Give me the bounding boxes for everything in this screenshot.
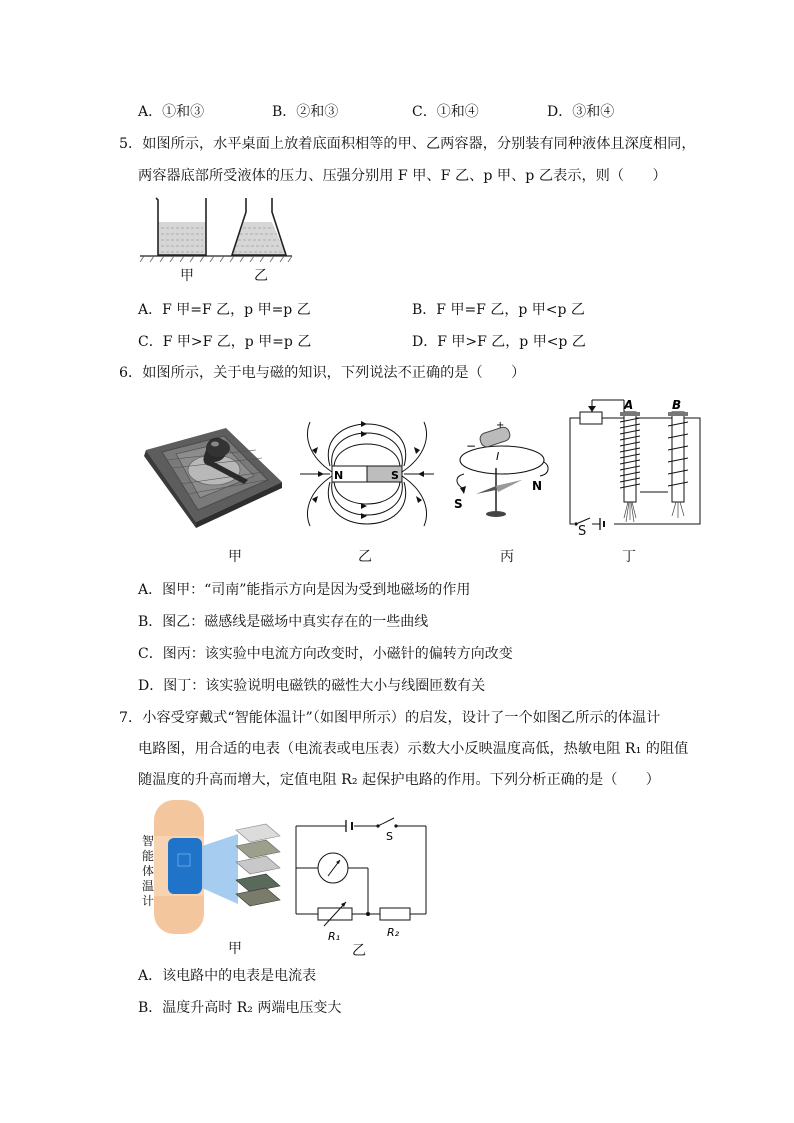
- coil-a-label: A: [624, 398, 634, 412]
- q5-option-b: B．F 甲=F 乙，p 甲<p 乙: [412, 302, 585, 318]
- q7-stem-line3: 随温度的升高而增大，定值电阻 R₂ 起保护电路的作用。下列分析正确的是（ ）: [138, 772, 660, 788]
- q7-option-a: A．该电路中的电表是电流表: [138, 968, 317, 984]
- battery-minus: −: [466, 439, 477, 453]
- needle-s: S: [454, 497, 463, 511]
- magnet-s-label: S: [391, 469, 399, 482]
- device-char: 智: [141, 834, 154, 848]
- q5-label-yi: 乙: [254, 268, 268, 284]
- q4-option-b: B．②和③: [272, 104, 339, 120]
- switch-s-label: S: [578, 524, 587, 539]
- q6-option-c: C．图丙：该实验中电流方向改变时，小磁针的偏转方向改变: [138, 646, 513, 662]
- q7-stem-line2: 电路图，用合适的电表（电流表或电压表）示数大小反映温度高低，热敏电阻 R₁ 的阻值: [138, 741, 689, 757]
- q4-option-c: C．①和④: [412, 104, 479, 120]
- q6-stem: 6．如图所示，关于电与磁的知识，下列说法不正确的是（ ）: [119, 365, 526, 381]
- q5-stem-line2: 两容器底部所受液体的压力、压强分别用 F 甲、F 乙、p 甲、p 乙表示，则（ ）: [138, 168, 667, 184]
- q7-stem-line1: 7．小容受穿戴式“智能体温计”（如图甲所示）的启发，设计了一个如图乙所示的体温计: [119, 710, 661, 726]
- device-char: 体: [141, 864, 154, 878]
- q7-label-yi: 乙: [352, 943, 366, 959]
- q7-option-b: B．温度升高时 R₂ 两端电压变大: [138, 1000, 342, 1016]
- q7-circuit-figure: [292, 816, 434, 946]
- circuit-switch-label: S: [386, 830, 393, 843]
- q6-option-a: A．图甲：“司南”能指示方向是因为受到地磁场的作用: [138, 582, 471, 598]
- q5-label-jia: 甲: [180, 268, 194, 284]
- coil-b-label: B: [672, 398, 682, 412]
- q6-label-ding: 丁: [622, 549, 636, 565]
- q6-option-b: B．图乙：磁感线是磁场中真实存在的一些曲线: [138, 614, 429, 630]
- device-char: 能: [141, 849, 154, 863]
- q5-option-c: C．F 甲>F 乙，p 甲=p 乙: [138, 334, 312, 350]
- q4-option-a: A．①和③: [138, 104, 205, 120]
- q5-containers-figure: [140, 192, 300, 264]
- q5-option-a: A．F 甲=F 乙，p 甲=p 乙: [138, 302, 311, 318]
- q4-option-d: D．③和④: [547, 104, 615, 120]
- q6-label-jia: 甲: [228, 549, 242, 565]
- r1-label: R₁: [328, 930, 341, 943]
- battery-plus: +: [496, 420, 505, 431]
- q5-stem-line1: 5．如图所示，水平桌面上放着底面积相等的甲、乙两容器，分别装有同种液体且深度相同，: [119, 136, 696, 152]
- q7-smart-thermometer-figure: [140, 800, 290, 936]
- current-label: I: [496, 450, 500, 463]
- q6-sinan-figure: [136, 410, 286, 528]
- q5-option-d: D．F 甲>F 乙，p 甲<p 乙: [412, 334, 586, 350]
- magnet-n-label: N: [334, 469, 344, 482]
- q6-label-bing: 丙: [500, 549, 514, 565]
- needle-n: N: [532, 479, 543, 493]
- q6-option-d: D．图丁：该实验说明电磁铁的磁性大小与线圈匝数有关: [138, 678, 486, 694]
- q6-electromagnet-figure: [566, 396, 706, 536]
- q6-oersted-figure: [450, 420, 560, 524]
- device-char: 计: [141, 894, 154, 908]
- device-vertical-text: [140, 834, 156, 909]
- device-char: 温: [141, 879, 154, 893]
- q6-bar-magnet-figure: [298, 416, 436, 528]
- q6-label-yi: 乙: [358, 549, 372, 565]
- q7-label-jia: 甲: [228, 941, 242, 957]
- r2-label: R₂: [387, 926, 400, 939]
